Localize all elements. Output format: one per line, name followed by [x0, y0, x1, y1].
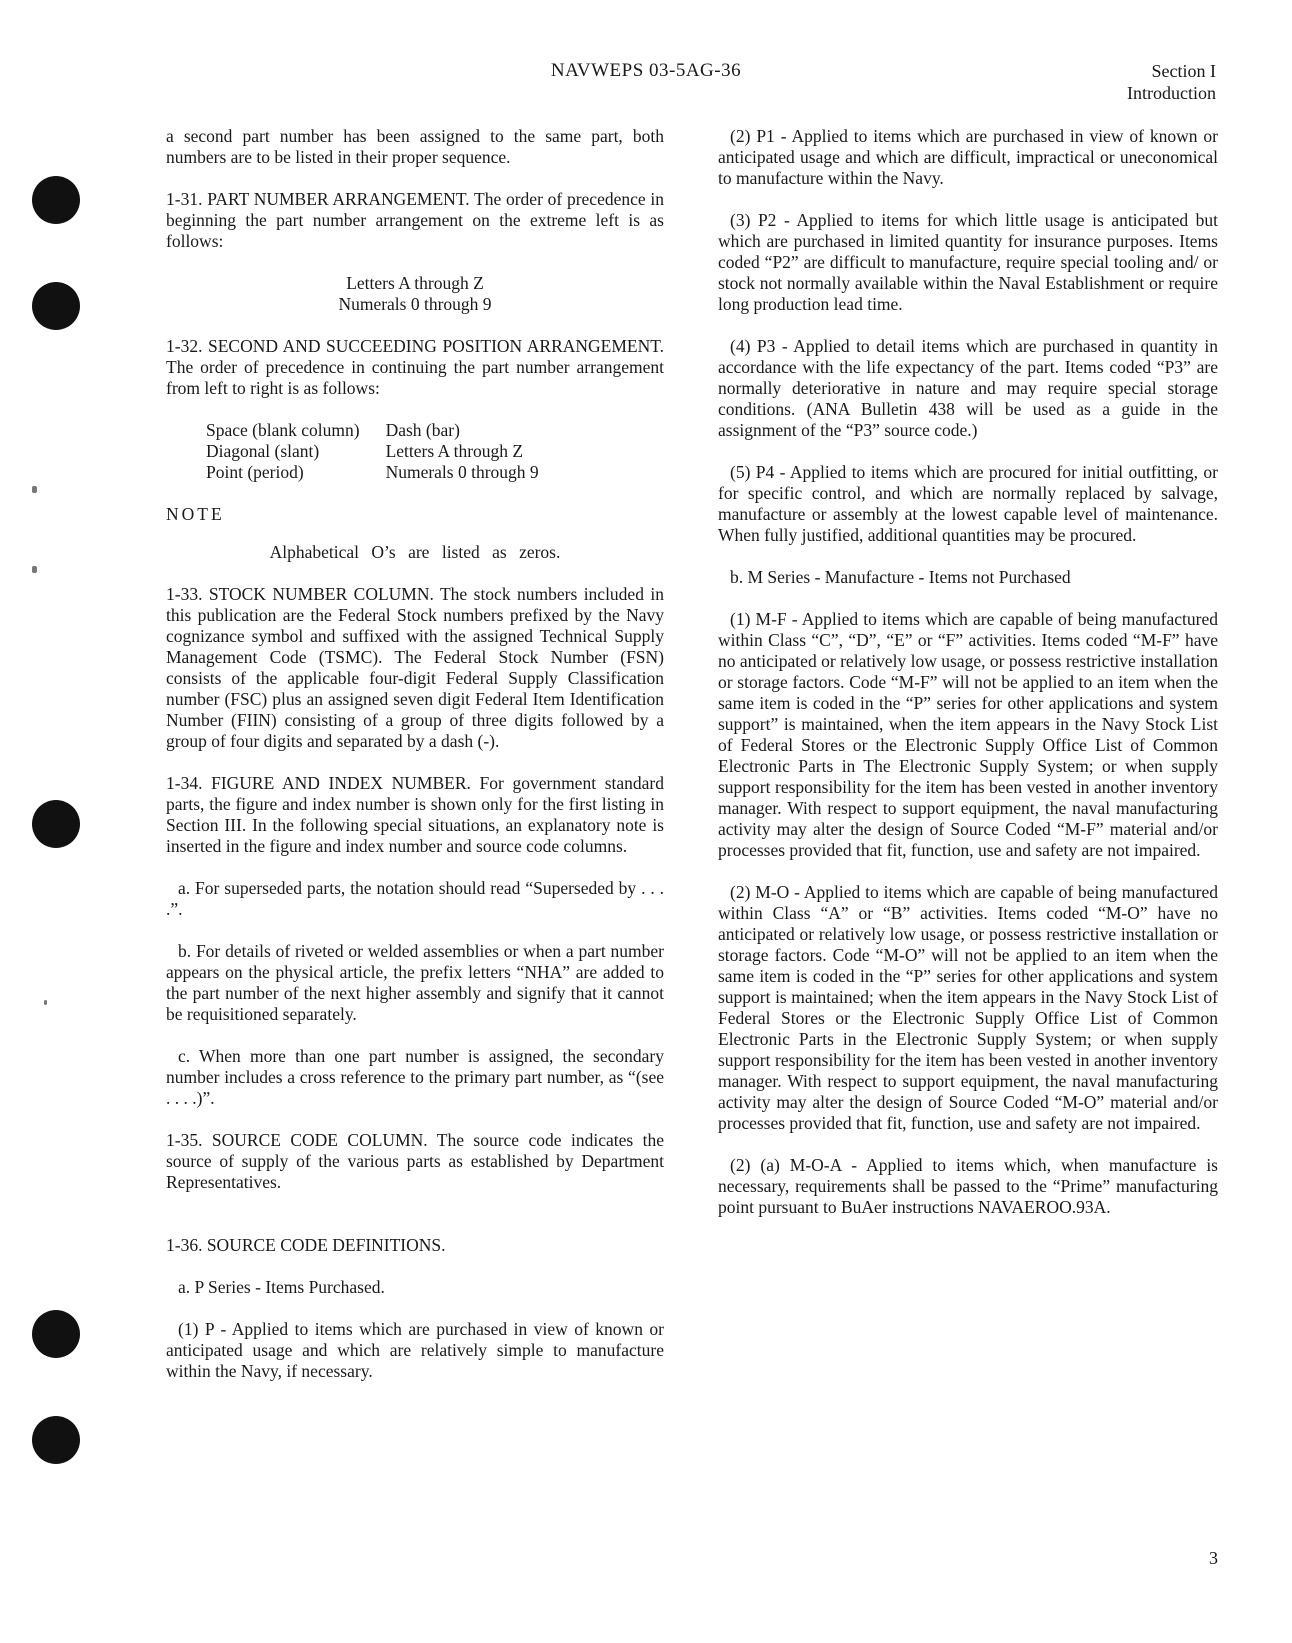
- table-row: [206, 462, 565, 483]
- section-header: [1127, 60, 1216, 104]
- paragraph-p4: (5) P4 - Applied to items which are procured for initial outfitting, or for specific control, and which are normally replaced by salvage, manufacture or assembly at the lowest capable level of maintenance. When fully justified, additional quantities may be procured.: [718, 462, 1218, 545]
- note-heading: NOTE: [166, 504, 225, 524]
- paragraph-continued: a second part number has been assigned to the same part, both numbers are to be listed in their proper sequence.: [166, 126, 664, 167]
- table-cell: Diagonal (slant): [206, 441, 320, 461]
- table-cell: Letters A through Z: [385, 441, 524, 461]
- paragraph-1-33: 1-33. STOCK NUMBER COLUMN. The stock numbers included in this publication are the Federal Stock numbers prefixed by the Navy cognizance symbol and suffixed with the assigned Technical Supply Management Code (TSMC). The Federal Stock Number (FSN) consists of the applicable four-digit Federal Supply Classification number (FSC) plus an assigned seven digit Federal Item Identification Number (FIIN) consisting of a group of three digits followed by a group of four digits and separated by a dash (-).: [166, 584, 664, 751]
- position-table: [206, 420, 565, 483]
- table-cell: Point (period): [206, 462, 304, 482]
- binder-hole-2: [32, 282, 80, 330]
- paragraph-p1: (2) P1 - Applied to items which are purchased in view of known or anticipated usage and which are difficult, impractical or uneconomical to manufacture within the Navy.: [718, 126, 1218, 188]
- paragraph-p3: (4) P3 - Applied to detail items which are purchased in quantity in accordance with the life expectancy of the part. Items coded “P3” are normally deteriorative in nature and may require special storage conditions. (ANA Bulletin 438 will be used as a guide in the assignment of the “P3” source code.): [718, 336, 1218, 440]
- binder-hole-4: [32, 1310, 80, 1358]
- paragraph-1-34: 1-34. FIGURE AND INDEX NUMBER. For government standard parts, the figure and index number is shown only for the first listing in Section III. In the following special situations, an explanatory note is inserted in the figure and index number and source code columns.: [166, 773, 664, 856]
- table-row: [206, 441, 565, 462]
- paragraph-m-o-a: (2) (a) M-O-A - Applied to items which, when manufacture is necessary, requirements shall be passed to the “Prime” manufacturing point pursuant to BuAer instructions NAVAEROO.93A.: [718, 1155, 1218, 1217]
- scan-speck: [32, 566, 37, 573]
- paragraph-1-35: 1-35. SOURCE CODE COLUMN. The source code indicates the source of supply of the various parts as established by Department Representatives.: [166, 1130, 664, 1192]
- scan-speck: [44, 1000, 47, 1005]
- section-label: Section I: [1151, 61, 1216, 81]
- scan-speck: [32, 486, 37, 493]
- right-column: [718, 126, 1218, 1239]
- list-item: Numerals 0 through 9: [338, 294, 492, 314]
- paragraph-1-36-a-1: (1) P - Applied to items which are purchased in view of known or anticipated usage and which are relatively simple to manufacture within the Navy, if necessary.: [166, 1319, 664, 1381]
- binder-hole-3: [32, 800, 80, 848]
- table-row: [206, 420, 565, 441]
- paragraph-m-series: b. M Series - Manufacture - Items not Purchased: [730, 567, 1071, 587]
- paragraph-1-31: 1-31. PART NUMBER ARRANGEMENT. The order of precedence in beginning the part number arrangement on the extreme left is as follows:: [166, 189, 664, 251]
- binder-hole-5: [32, 1416, 80, 1464]
- document-number: NAVWEPS 03-5AG-36: [550, 60, 742, 81]
- paragraph-1-32: 1-32. SECOND AND SUCCEEDING POSITION ARRANGEMENT. The order of precedence in continuing the part number arrangement from left to right is as follows:: [166, 336, 664, 398]
- table-cell: Space (blank column): [206, 420, 360, 440]
- note-text: Alphabetical O’s are listed as zeros.: [269, 542, 561, 562]
- paragraph-m-f: (1) M-F - Applied to items which are capable of being manufactured within Class “C”, “D”, “E” or “F” activities. Items coded “M-F” have no anticipated or relatively low usage, or possess restrictive installation or storage factors. Code “M-F” will not be applied to an item when the same item is coded in the “P” series for other applications and system support” is maintained, when the item appears in the Navy Stock List of Federal Stores or the Electronic Supply Office List of Common Electronic Parts in The Electronic Supply System; or when supply support responsibility for the item has been vested in another inventory manager. With respect to support equipment, the naval manufacturing activity may alter the design of Source Coded “M-F” material and/or processes provided that fit, function, use and safety are not impaired.: [718, 609, 1218, 860]
- paragraph-1-34-a: a. For superseded parts, the notation should read “Superseded by . . . .”.: [166, 878, 664, 919]
- page-number: 3: [1209, 1548, 1218, 1568]
- list-item: Letters A through Z: [346, 273, 484, 293]
- paragraph-1-34-b: b. For details of riveted or welded assemblies or when a part number appears on the physical article, the prefix letters “NHA” are added to the part number of the next higher assembly and signify that it cannot be requisitioned separately.: [166, 941, 664, 1024]
- left-column: [166, 126, 664, 1403]
- table-cell: Dash (bar): [385, 420, 460, 440]
- paragraph-p2: (3) P2 - Applied to items for which little usage is anticipated but which are purchased in limited quantity for insurance purposes. Items coded “P2” are difficult to manufacture, require special tooling and/ or stock not normally available within the Naval Establishment or require long production lead time.: [718, 210, 1218, 314]
- section-title: Introduction: [1127, 83, 1216, 103]
- binder-hole-1: [32, 176, 80, 224]
- paragraph-1-36: 1-36. SOURCE CODE DEFINITIONS.: [166, 1235, 446, 1255]
- table-cell: Numerals 0 through 9: [385, 462, 539, 482]
- paragraph-m-o: (2) M-O - Applied to items which are capable of being manufactured within Class “A” or “B” activities. Items coded “M-O” have no anticipated or relatively low usage, or possess restrictive installation or storage factors. Code “M-O” will not be applied to an item when the same item is coded in the “P” series for other applications and system support is maintained; when the item appears in the Navy Stock List of Federal Stores or the Electronic Supply Office List of Common Electronic Parts in the Electronic Supply System; or when supply support responsibility for the item has been vested in another inventory manager. With respect to support equipment, the naval manufacturing activity may alter the design of Source Coded “M-O” material and/or processes provided that fit, function, use and safety are not impaired.: [718, 882, 1218, 1133]
- paragraph-1-36-a: a. P Series - Items Purchased.: [178, 1277, 385, 1297]
- precedence-list: [166, 273, 664, 315]
- paragraph-1-34-c: c. When more than one part number is assigned, the secondary number includes a cross reference to the primary part number, as “(see . . . .)”.: [166, 1046, 664, 1108]
